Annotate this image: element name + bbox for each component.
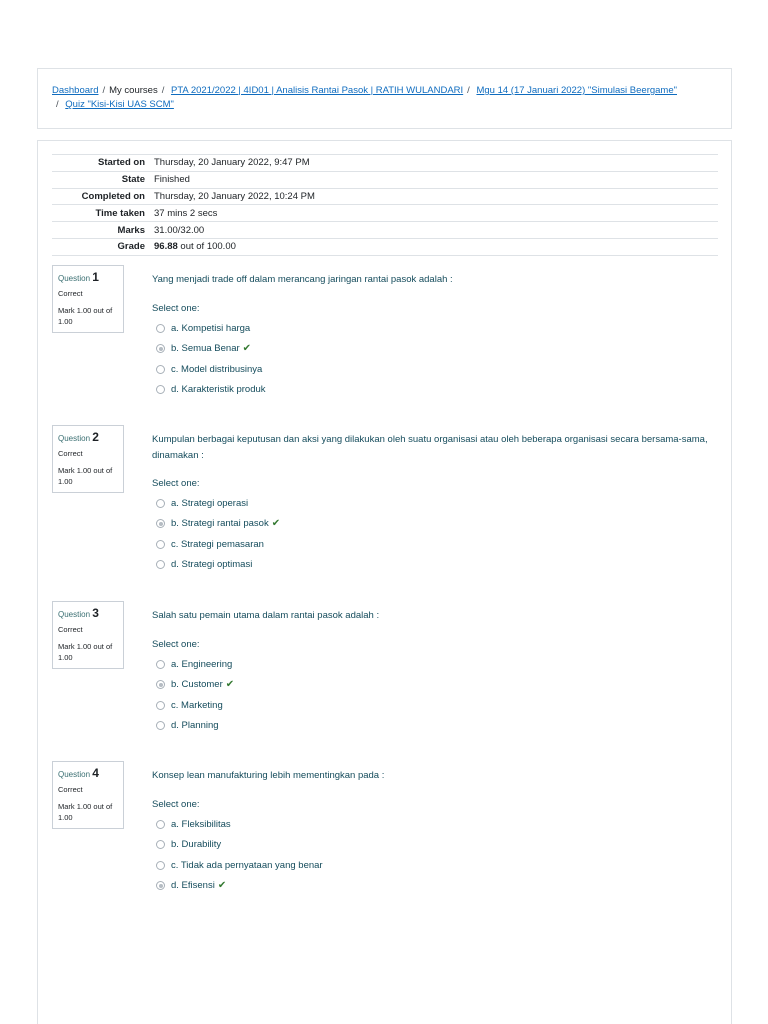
answer-label: c. Model distribusinya (171, 363, 263, 375)
summary-label: Started on (98, 157, 145, 169)
summary-row-started (52, 155, 718, 172)
question-content-3 (152, 608, 712, 736)
breadcrumb-course-link[interactable]: PTA 2021/2022 | 4ID01 | Analisis Rantai Pasok | RATIH WULANDARI (170, 85, 464, 96)
breadcrumb-separator: / (161, 85, 165, 96)
answer-label: b. Strategi rantai pasok (171, 518, 269, 530)
grade-total: out of 100.00 (177, 241, 236, 253)
answer-option[interactable] (152, 654, 712, 675)
breadcrumb-dashboard-link[interactable]: Dashboard (52, 85, 99, 96)
summary-value: 37 mins 2 secs (154, 207, 218, 219)
correct-check-icon: ✔ (242, 343, 252, 355)
breadcrumb (37, 68, 732, 129)
question-number-value: 4 (92, 766, 99, 780)
answer-label: a. Strategi operasi (171, 497, 249, 509)
question-mark: Mark 1.00 out of 1.00 (58, 466, 113, 486)
answer-label: a. Fleksibilitas (171, 818, 231, 830)
answer-option[interactable] (152, 695, 712, 716)
breadcrumb-separator: / (467, 85, 470, 96)
select-one-prompt: Select one: (152, 478, 200, 489)
correct-check-icon: ✔ (271, 518, 281, 530)
answer-label: c. Tidak ada pernyataan yang benar (171, 859, 323, 871)
summary-label: Marks (117, 224, 145, 236)
question-label: Question (58, 770, 91, 779)
answer-option-selected[interactable] (152, 876, 712, 897)
answer-label: b. Semua Benar (171, 343, 240, 355)
question-state: Correct (58, 785, 83, 794)
answer-options (152, 493, 712, 575)
radio-button[interactable] (156, 499, 165, 508)
question-mark: Mark 1.00 out of 1.00 (58, 802, 113, 822)
answer-label: d. Planning (171, 720, 219, 732)
radio-button[interactable] (156, 540, 165, 549)
select-one-prompt: Select one: (152, 303, 200, 314)
question-number (58, 271, 118, 285)
summary-row-state (52, 171, 718, 188)
question-content-4 (152, 768, 712, 896)
question-text: Yang menjadi trade off dalam merancang jaringan rantai pasok adalah : (152, 274, 453, 285)
answer-option[interactable] (152, 716, 712, 737)
answer-option[interactable] (152, 855, 712, 876)
answer-option[interactable] (152, 380, 712, 401)
radio-button[interactable] (156, 560, 165, 569)
answer-label: c. Marketing (171, 699, 223, 711)
answer-label: a. Kompetisi harga (171, 322, 251, 334)
summary-value: 31.00/32.00 (154, 224, 205, 236)
summary-label: State (121, 174, 145, 186)
answer-label: d. Karakteristik produk (171, 384, 266, 396)
summary-row-marks (52, 222, 718, 239)
question-text: Kumpulan berbagai keputusan dan aksi yang dilakukan oleh suatu organisasi atau oleh beberapa organisasi secara bersama-sama, dinamakan : (152, 434, 708, 461)
answer-label: d. Efisensi (171, 880, 215, 892)
question-label: Question (58, 434, 91, 443)
radio-button-checked[interactable] (156, 881, 165, 890)
answer-option-selected[interactable] (152, 514, 712, 535)
answer-option-selected[interactable] (152, 339, 712, 360)
radio-button-checked[interactable] (156, 519, 165, 528)
summary-row-completed (52, 188, 718, 205)
summary-row-grade (52, 238, 718, 255)
answer-options (152, 814, 712, 896)
answer-option[interactable] (152, 835, 712, 856)
question-info-2 (52, 425, 124, 493)
grade-value: 96.88 (154, 241, 178, 253)
breadcrumb-week-link[interactable]: Mgu 14 (17 Januari 2022) "Simulasi Beergame" (476, 85, 677, 96)
radio-button[interactable] (156, 324, 165, 333)
radio-button[interactable] (156, 721, 165, 730)
radio-button[interactable] (156, 820, 165, 829)
answer-option[interactable] (152, 814, 712, 835)
summary-label: Time taken (95, 207, 145, 219)
answer-option[interactable] (152, 359, 712, 380)
radio-button[interactable] (156, 701, 165, 710)
summary-label: Completed on (81, 190, 145, 202)
question-state: Correct (58, 625, 83, 634)
question-number-value: 2 (92, 430, 99, 444)
radio-button[interactable] (156, 840, 165, 849)
question-number (58, 767, 118, 781)
answer-label: b. Durability (171, 839, 222, 851)
question-number-value: 1 (92, 270, 99, 284)
question-state: Correct (58, 449, 83, 458)
answer-option[interactable] (152, 555, 712, 576)
radio-button[interactable] (156, 861, 165, 870)
quiz-review-card (37, 140, 732, 1024)
question-number-value: 3 (92, 606, 99, 620)
answer-label: c. Strategi pemasaran (171, 538, 264, 550)
question-mark: Mark 1.00 out of 1.00 (58, 642, 113, 662)
question-text: Salah satu pemain utama dalam rantai pasok adalah : (152, 610, 380, 621)
question-number (58, 431, 118, 445)
answer-options (152, 654, 712, 736)
summary-value (152, 238, 718, 255)
select-one-prompt: Select one: (152, 639, 200, 650)
answer-option[interactable] (152, 534, 712, 555)
question-state: Correct (58, 289, 83, 298)
radio-button-checked[interactable] (156, 344, 165, 353)
correct-check-icon: ✔ (225, 679, 235, 691)
breadcrumb-quiz-link[interactable]: Quiz "Kisi-Kisi UAS SCM" (65, 99, 174, 110)
question-info-3 (52, 601, 124, 669)
summary-value: Thursday, 20 January 2022, 10:24 PM (154, 190, 315, 202)
question-text: Konsep lean manufakturing lebih mementingkan pada : (152, 770, 385, 781)
question-mark: Mark 1.00 out of 1.00 (58, 306, 113, 326)
radio-button[interactable] (156, 365, 165, 374)
breadcrumb-my-courses: My courses (109, 85, 158, 96)
summary-row-time-taken (52, 205, 718, 222)
summary-value: Thursday, 20 January 2022, 9:47 PM (154, 157, 310, 169)
question-label: Question (58, 274, 91, 283)
breadcrumb-separator: / (102, 85, 106, 96)
question-info-4 (52, 761, 124, 829)
answer-label: a. Engineering (171, 658, 233, 670)
correct-check-icon: ✔ (217, 880, 227, 892)
question-content-2 (152, 432, 712, 575)
answer-label: d. Strategi optimasi (171, 559, 253, 571)
answer-option-selected[interactable] (152, 675, 712, 696)
answer-options (152, 318, 712, 400)
summary-value: Finished (154, 174, 190, 186)
select-one-prompt: Select one: (152, 799, 200, 810)
summary-label: Grade (117, 241, 145, 253)
question-number (58, 607, 118, 621)
attempt-summary-table (52, 154, 718, 256)
radio-button[interactable] (156, 660, 165, 669)
radio-button-checked[interactable] (156, 680, 165, 689)
question-label: Question (58, 610, 91, 619)
question-content-1 (152, 272, 712, 400)
answer-label: b. Customer (171, 679, 223, 691)
answer-option[interactable] (152, 318, 712, 339)
breadcrumb-separator: / (56, 99, 59, 110)
answer-option[interactable] (152, 493, 712, 514)
radio-button[interactable] (156, 385, 165, 394)
question-info-1 (52, 265, 124, 333)
